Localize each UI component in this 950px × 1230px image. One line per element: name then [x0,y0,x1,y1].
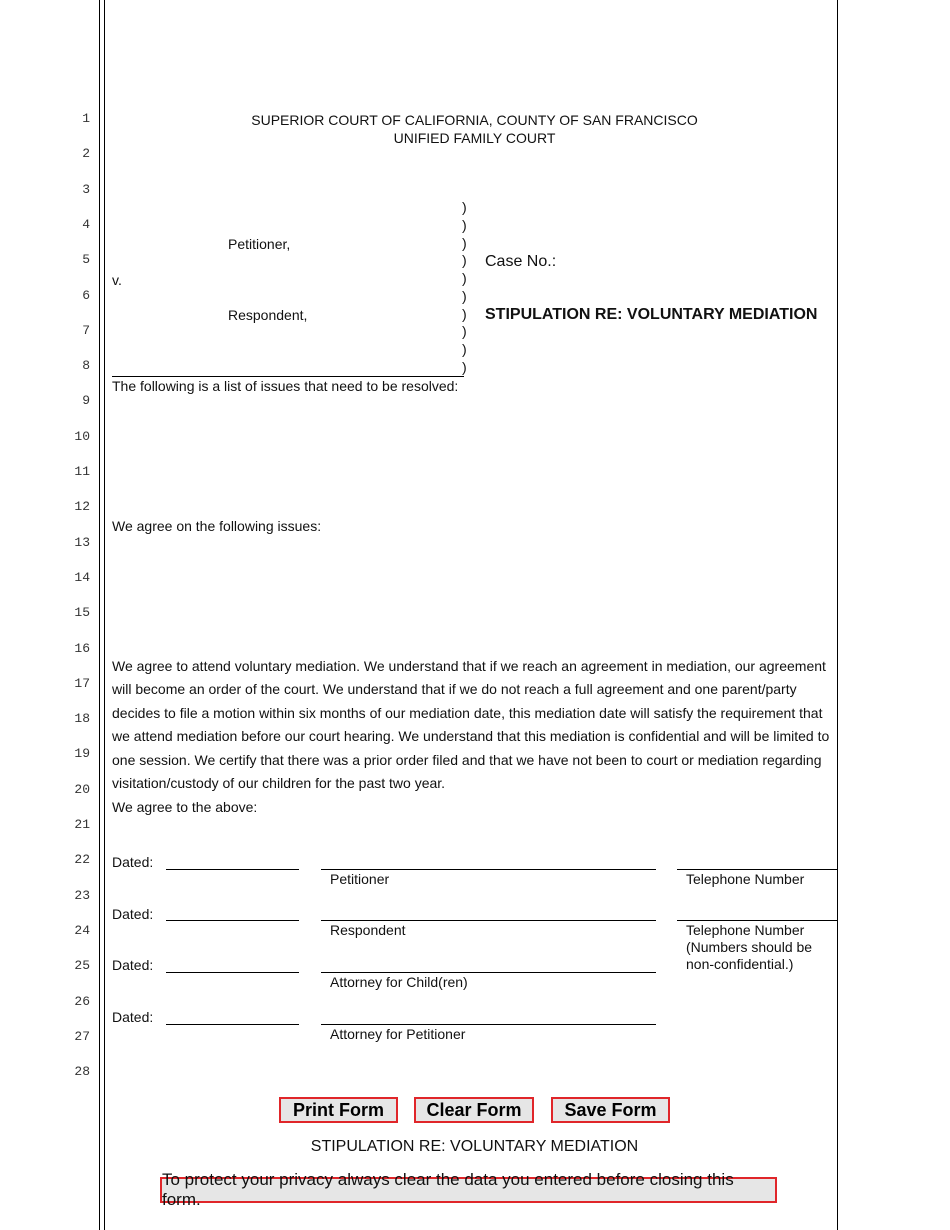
line-number: 4 [82,216,90,232]
privacy-notice [160,1170,777,1209]
line-number: 3 [82,181,90,197]
caption-paren: ) [462,323,467,339]
caption-paren: ) [462,359,467,375]
line-number: 28 [74,1064,90,1080]
attorney-petitioner-signature-line [321,1024,656,1025]
telephone-note: non-confidential.) [686,956,794,972]
line-number: 22 [74,852,90,868]
dated-line [166,972,299,973]
caption-paren: ) [462,288,467,304]
line-number: 20 [74,781,90,797]
line-number: 15 [74,605,90,621]
print-form-button[interactable] [279,1097,398,1123]
agree-above-label: We agree to the above: [112,799,258,815]
save-form-button[interactable] [551,1097,670,1123]
line-number: 13 [74,534,90,550]
document-title: STIPULATION RE: VOLUNTARY MEDIATION [485,306,818,323]
telephone-label: Telephone Number [686,922,805,938]
telephone-note: (Numbers should be [686,939,813,955]
line-number: 26 [74,993,90,1009]
dated-label: Dated: [112,854,154,870]
line-number: 12 [74,499,90,515]
line-number: 5 [82,252,90,268]
line-number: 10 [74,428,90,444]
respondent-signature-line [321,920,656,921]
telephone-line [677,920,837,921]
line-number: 16 [74,640,90,656]
caption-paren: ) [462,252,467,268]
respondent-label: Respondent, [228,307,308,323]
court-name: SUPERIOR COURT OF CALIFORNIA, COUNTY OF SAN FRANCISCO [251,112,698,128]
line-number: 25 [74,958,90,974]
mediation-paragraph: We agree to attend voluntary mediation. We understand that if we reach an agreement in mediation, our agreement will become an order of the court. We understand that if we do not reach a full agreement and one parent/party decides to file a motion within six months of our mediation date, this mediation date will satisfy the requirement that we attend mediation before our court hearing. We understand that this mediation is confidential and will be limited to one session. We certify that there was a prior order filed and that we have not been to court or mediation regarding visitation/custody of our children for the past two year. [112,658,830,792]
petitioner-signature-label: Petitioner [330,871,390,887]
caption-paren: ) [462,341,467,357]
line-number: 6 [82,287,90,303]
line-number: 18 [74,711,90,727]
attorney-child-signature-line [321,972,656,973]
line-number: 17 [74,675,90,691]
caption-paren: ) [462,235,467,251]
dated-line [166,920,299,921]
line-number: 14 [74,569,90,585]
dated-line [166,1024,299,1025]
left-margin-rule-outer [99,0,100,1230]
line-number: 2 [82,146,90,162]
telephone-line [677,869,837,870]
attorney-child-signature-label: Attorney for Child(ren) [330,974,468,990]
versus-label: v. [112,272,122,288]
dated-label: Dated: [112,906,154,922]
privacy-notice-text: To protect your privacy always clear the data you entered before closing this form. [162,1170,734,1209]
line-number: 7 [82,322,90,338]
line-number: 19 [74,746,90,762]
case-number-label: Case No.: [485,253,557,270]
agree-issues-label: We agree on the following issues: [112,518,322,534]
left-margin-rule-inner [104,0,105,1230]
print-form-label: Print Form [292,1099,384,1120]
petitioner-label: Petitioner, [228,236,291,252]
attorney-petitioner-signature-label: Attorney for Petitioner [330,1026,466,1042]
right-margin-rule [837,0,838,1230]
caption-paren: ) [462,270,467,286]
clear-form-label: Clear Form [426,1099,522,1120]
clear-form-button[interactable] [414,1097,534,1123]
issues-label: The following is a list of issues that need to be resolved: [112,378,459,394]
dated-label: Dated: [112,957,154,973]
line-number: 21 [74,817,90,832]
telephone-label: Telephone Number [686,871,805,887]
caption-underline [112,376,464,377]
save-form-label: Save Form [564,1099,657,1120]
line-number: 1 [82,111,90,126]
footer-title: STIPULATION RE: VOLUNTARY MEDIATION [310,1138,639,1155]
line-number: 23 [74,887,90,903]
line-number: 24 [74,922,90,938]
court-division: UNIFIED FAMILY COURT [393,130,556,146]
caption-paren: ) [462,306,467,322]
line-number: 11 [74,464,90,479]
dated-label: Dated: [112,1009,154,1025]
line-number: 8 [82,358,90,374]
petitioner-signature-line [321,869,656,870]
caption-paren: ) [462,199,467,215]
respondent-signature-label: Respondent [330,922,406,938]
line-number: 9 [82,393,90,409]
line-number: 27 [74,1028,90,1044]
caption-paren: ) [462,217,467,233]
dated-line [166,869,299,870]
